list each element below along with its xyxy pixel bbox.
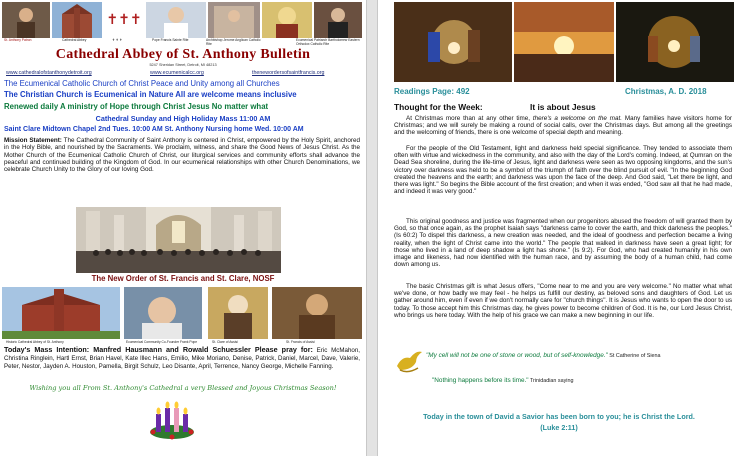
- chapel-schedule: Saint Clare Midtown Chapel 2nd Tues. 10:00 AM St. Anthony Nursing home Wed. 10:00 AM: [4, 126, 304, 133]
- p1-end: Many families have visitors home for Christmas; and we will surely be making a round of social calls, over the Christmas days. But among all the greetings and the welcoming of friends, there is one welcome of special depth and meaning.: [394, 115, 732, 137]
- website-link-cathedral[interactable]: www.cathedralofstanthonydetroit.org: [6, 70, 92, 76]
- tagline-peace-unity: The Ecumenical Catholic Church of Christ Peace and Unity among all Churches: [4, 79, 280, 88]
- p1-start: At Christmas more than at any other time,: [406, 115, 533, 122]
- readings-page: Readings Page: 492: [394, 87, 470, 96]
- reflection-paragraph-3: This original goodness and justice was fragmented when our progenitors abused the freedom of will granted them by God, so that once again, as the prophet Isaiah says "darkness came to cover the earth, and thick darkness the peoples." (Is 60:2) To dispel this darkness, a new creation was needed, and the ideal of goodness and perfection became a living reality, when the light of Christ came into the world." The people that walked in darkness have seen a great light; for those who lived in a land of deep shadow a light has shone." (Is 9:2). For God, who had created humanity in his own image and likeness, had now identified with the human race, and by assuming the body of a human child, had come down among us.: [394, 218, 732, 269]
- quote-catherine-attribution: St Catherine of Siena: [607, 353, 661, 359]
- caption-historic-cathedral: Historic Cathedral Abbey of St. Anthony: [6, 340, 64, 344]
- caption-crosses: ✝ ✝ ✝: [112, 38, 123, 42]
- header-photo-strip: [2, 2, 362, 38]
- mission-statement: [4, 137, 360, 173]
- quote-catherine: [426, 352, 661, 359]
- closing-verse: Today in the town of David a Savior has been born to you; he is Christ the Lord.: [423, 412, 695, 421]
- reflection-paragraph-4: The basic Christmas gift is what Jesus offers, "Come near to me and you are very welcome." No matter what what we've done, or how badly we may feel - he helps us fulfill our destiny, as beloved sons and daughters of God. Let us gather around him, even if even if we don't normally care for "church things". It is Jesus who wants to open the door to us today. To those accept him this Christmas day, he gives power to become children of God. It is he, our Lord Jesus Christ, who brings us here today. With the help of his grace we can make a new beginning in our life.: [394, 283, 732, 319]
- advent-wreath-icon: [148, 396, 196, 440]
- thought-label: Thought for the Week:: [394, 102, 483, 112]
- quote-trinidadian-attribution: Trinidadian saying: [528, 378, 574, 384]
- christmas-greeting: Wishing you all From St. Anthony's Cathedral a very Blessed and Joyous Christmas Season!: [29, 384, 337, 392]
- caption-pope-francis: Pope Francis Sainte Rite: [152, 38, 189, 42]
- page-gutter: [366, 0, 378, 456]
- p1-emphasis: there's a welcome on the mat.: [532, 115, 622, 122]
- quote-catherine-text: "My cell will not be one of stone or wood, but of self-knowledge.": [426, 352, 608, 359]
- new-order-heading: The New Order of St. Francis and St. Clare, NOSF: [91, 274, 275, 283]
- mass-intention: [4, 346, 360, 371]
- reflection-paragraph-1: [394, 115, 732, 137]
- thought-title: It is about Jesus: [530, 102, 596, 112]
- caption-st-clare: St. Clare of Assisi: [212, 340, 238, 344]
- caption-patriarch: Ecumenical Patriarch Bartholomew Eastern Orthodox Catholic Rite: [296, 38, 360, 46]
- svg-text:✝✝✝: ✝✝✝: [106, 12, 142, 28]
- tagline-renewed: Renewed daily A ministry of Hope through Christ Jesus No matter what: [4, 102, 269, 111]
- quote-trinidadian: [432, 377, 574, 384]
- reflection-paragraph-2: For the people of the Old Testament, light and darkness held special significance. They tended to associate them often with virtue and wickedness in the community, and also with the day of the Lord's coming. Indeed, at Qumran on the Dead Sea shoreline, during the life-time of Jesus, light and darkness were seen as two opposing kingdoms, and the sun's victory over darkness was held to be a symbol of the triumph of faith over the blind pursuit of evil. "In the beginning God created the heavens and the earth; and darkness was upon the face of the deep. And God said, "Let there be light, and there was light." So begins the Bible account of the first creation; and when it was ended, "God saw all that he had made, and indeed it was very good.": [394, 145, 732, 196]
- mass-times: Cathedral Sunday and High Holiday Mass 11:00 AM: [95, 114, 271, 123]
- left-bulletin-page: [0, 0, 366, 456]
- dove-icon: [394, 346, 424, 376]
- liturgical-season: Christmas, A. D. 2018: [625, 87, 707, 96]
- caption-st-anthony: St. Anthony Patron: [4, 38, 32, 42]
- church-interior-photo: [76, 207, 281, 273]
- website-link-new-orders[interactable]: thenewordersofsaintfrancis.org: [252, 70, 325, 76]
- tagline-ecumenical: The Christian Church is Ecumenical in Nature All are welcome means inclusive: [4, 90, 297, 99]
- mission-text: The Cathedral Community of Saint Anthony is centered in Christ, empowered by the Holy Spirit, anchored in the Holy Bible, and nourished by the Sacraments. We proclaim, witness, and share the Good News of Jesus Christ. As the Mother Church of the Ecumenical Catholic Church of Christ, our liturgical services and community efforts shall advance the peaceful and continued building of the Kingdom of God. In our ecumenical relationships with other Church Denominations, we celebrate Church Unity to the Glory of our loving God.: [4, 137, 360, 173]
- caption-co-founder: Ecumenical Community Co-Founder Frank Pope: [126, 340, 198, 344]
- bottom-photo-strip: [2, 287, 362, 339]
- caption-cathedral-abbey: Cathedral Abbey: [62, 38, 87, 42]
- christmas-photo-strip: [394, 2, 734, 82]
- church-address: 5247 Sheridan Street, Detroit, MI 48213: [149, 63, 217, 67]
- quote-trinidadian-text: "Nothing happens before its time.": [432, 377, 529, 384]
- bulletin-title: Cathedral Abbey of St. Anthony Bulletin: [55, 47, 311, 62]
- caption-st-francis: St. Francis of Assisi: [286, 340, 315, 344]
- intention-names: Eric McMahon, Christina Ringlein, Hartl Ernst, Brian Havel, Kate Illec Hans, Emilio, Mike Moriano, Denise, Patrick, Daniel, Marcel, Dave, Valerie, Peter, Nestor, Jayden A. Houston, Pamella, Birgit Schulz, Leo Disante, April, Terrence, Nancy George, Michelle Fanning.: [4, 347, 360, 370]
- closing-citation: (Luke 2:11): [540, 423, 578, 432]
- website-link-ecumenical[interactable]: www.ecumenicalcc.org: [150, 70, 204, 76]
- caption-archbishop: Archbishop Jerome Anglican Catholic Rite: [206, 38, 261, 46]
- right-bulletin-page: [378, 0, 740, 456]
- mission-label: Mission Statement:: [4, 137, 62, 144]
- intention-label: Today's Mass Intention: Manfred Hausmann and Rowald Schuessler Please pray for:: [4, 345, 313, 354]
